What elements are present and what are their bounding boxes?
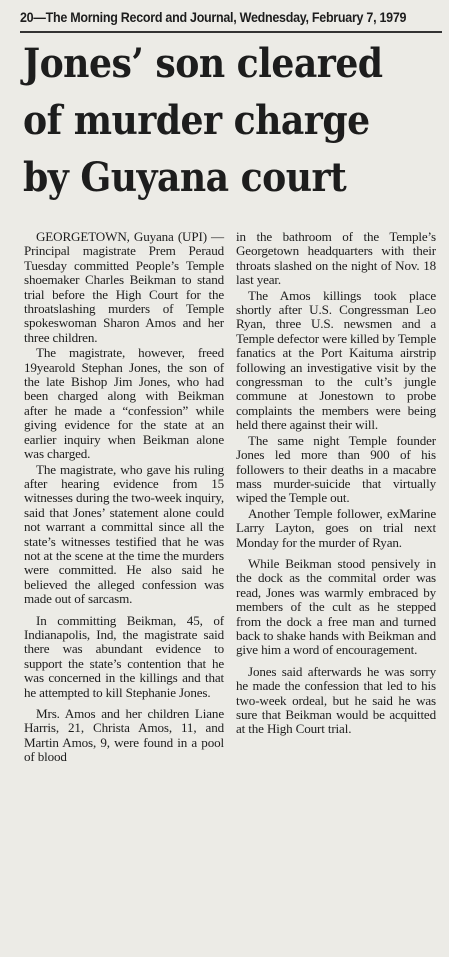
page-folio: 20—The Morning Record and Journal, Wednesday, February 7, 1979 [20,10,407,25]
article-body [24,230,436,765]
headline-line-1: Jones’ son cleared [23,40,383,87]
headline-line-3: by Guyana court [23,154,347,201]
paragraph: Jones said afterwards he was sorry he made the confession that led to his two-week ordeal, but he said he was sure that Beikman would be acquitted at the High Court trial. [236,663,436,737]
paragraph: The magistrate, however, freed 19yearold Stephan Jones, the son of the late Bishop Jim Jones, who had been charged along with Beikman after he made a “confession” while giving evidence for the state at an earlier inquiry when Beikman alone was charged. [24,345,224,462]
paragraph: Mrs. Amos and her children Liane Harris, 21, Christa Amos, 11, and Martin Amos, 9, were found in a pool of blood [24,706,224,765]
article-column-1 [24,230,224,765]
headline [23,35,448,206]
paragraph: In committing Beikman, 45, of Indianapolis, Ind, the magistrate said there was abundant evidence to support the state’s contention that he was concerned in the killings and that he attempted to kill Stephanie Jones. [24,612,224,700]
headline-line-2: of murder charge [23,97,370,144]
paragraph: in the bathroom of the Temple’s Georgetown headquarters with their throats slashed on the night of Nov. 18 last year. [236,229,436,288]
paragraph: GEORGETOWN, Guyana (UPI) — Principal magistrate Prem Peraud Tuesday committed People’s Temple shoemaker Charles Beikman to stand trial before the High Court for the throatslashing murders of Temple spokeswoman Sharon Amos and her three children. [24,229,224,345]
paragraph: The same night Temple founder Jones led more than 900 of his followers to their deaths in a macabre mass murder-suicide that virtually wiped the Temple out. [236,432,436,506]
paragraph: The magistrate, who gave his ruling after hearing evidence from 15 witnesses during the two-week inquiry, said that Jones’ statement alone could not warrant a committal since all the state’s witnesses testified that he was not at the scene at the time the murders were committed. He also said he believed the alleged confession was made out of sarcasm. [24,461,224,607]
header-rule [20,31,442,33]
article-column-2 [236,230,436,765]
paragraph: While Beikman stood pensively in the dock as the commital order was read, Jones was warmly embraced by members of the cult as he stepped from the dock a free man and turned back to shake hands with Beikman and give him a word of encouragement. [236,555,436,658]
paragraph: The Amos killings took place shortly after U.S. Congressman Leo Ryan, three U.S. newsmen and a Temple defector were killed by Temple fanatics at the Port Kaituma airstrip following an investigative visit by the congressman to the cult’s jungle commune at Jonestown to probe complaints the members were being held there against their will. [236,287,436,433]
paragraph: Another Temple follower, exMarine Larry Layton, goes on trial next Monday for the murder of Ryan. [236,505,436,550]
